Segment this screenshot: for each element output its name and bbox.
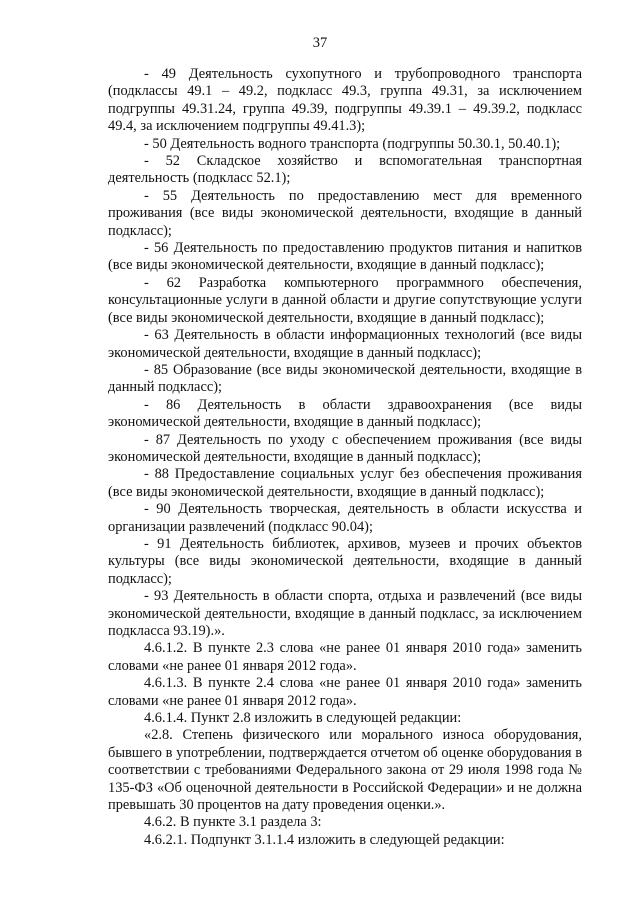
paragraph-4-6-2: 4.6.2. В пункте 3.1 раздела 3:: [144, 814, 322, 831]
paragraph-okved-90: - 90 Деятельность творческая, деятельность в области искусства и организации развлечений (подкласс 90.04);: [108, 501, 582, 535]
paragraph-okved-87: - 87 Деятельность по уходу с обеспечением проживания (все виды экономической деятельности, входящие в данный подкласс);: [108, 431, 582, 465]
paragraph-clause-2-8: «2.8. Степень физического или морального износа оборудования, бывшего в употреблении, подтверждается отчетом об оценке оборудования в соответствии с требованиями Федерального закона от 29 июля 1998 года № 135-ФЗ «Об оценочной деятельности в Российской Федерации» и не должна превышать 30 процентов на дату проведения оценки.».: [108, 727, 582, 814]
paragraph-okved-62: - 62 Разработка компьютерного программного обеспечения, консультационные услуги в данной области и другие сопутствующие услуги (все виды экономической деятельности, входящие в данный подкласс);: [108, 274, 582, 326]
paragraph-okved-93: - 93 Деятельность в области спорта, отдыха и развлечений (все виды экономической деятельности, входящие в данный подкласс, за исключением подкласса 93.19).».: [108, 588, 582, 639]
paragraph-okved-88: - 88 Предоставление социальных услуг без обеспечения проживания (все виды экономической деятельности, входящие в данный подкласс);: [108, 466, 582, 500]
paragraph-4-6-1-2: 4.6.1.2. В пункте 2.3 слова «не ранее 01 января 2010 года» заменить словами «не ранее 01 января 2012 года».: [108, 640, 582, 674]
paragraph-okved-56: - 56 Деятельность по предоставлению продуктов питания и напитков (все виды экономической деятельности, входящие в данный подкласс);: [108, 240, 582, 274]
paragraph-4-6-1-4: 4.6.1.4. Пункт 2.8 изложить в следующей редакции:: [144, 710, 462, 727]
paragraph-okved-85: - 85 Образование (все виды экономической деятельности, входящие в данный подкласс);: [108, 361, 582, 396]
paragraph-okved-52: - 52 Складское хозяйство и вспомогательная транспортная деятельность (подкласс 52.1);: [108, 153, 582, 187]
paragraph-okved-49: - 49 Деятельность сухопутного и трубопроводного транспорта (подклассы 49.1 – 49.2, подкласс 49.3, группа 49.31, за исключением подгруппы 49.31.24, группа 49.39, подгруппы 49.39.1 – 49.39.2, подкласс 49.4, за исключением подгруппы 49.41.3);: [108, 66, 582, 135]
paragraph-4-6-1-3: 4.6.1.3. В пункте 2.4 слова «не ранее 01 января 2010 года» заменить словами «не ранее 01 января 2012 года».: [108, 675, 582, 709]
paragraph-okved-91: - 91 Деятельность библиотек, архивов, музеев и прочих объектов культуры (все виды экономической деятельности, входящие в данный подкласс);: [108, 535, 582, 587]
paragraph-okved-63: - 63 Деятельность в области информационных технологий (все виды экономической деятельности, входящие в данный подкласс);: [108, 327, 582, 361]
paragraph-okved-50: - 50 Деятельность водного транспорта (подгруппы 50.30.1, 50.40.1);: [144, 135, 561, 152]
paragraph-4-6-2-1: 4.6.2.1. Подпункт 3.1.1.4 изложить в следующей редакции:: [144, 831, 505, 848]
document-body: [108, 66, 582, 849]
paragraph-okved-86: - 86 Деятельность в области здравоохранения (все виды экономической деятельности, входящие в данный подкласс);: [108, 396, 582, 431]
paragraph-okved-55: - 55 Деятельность по предоставлению мест для временного проживания (все виды экономической деятельности, входящие в данный подкласс);: [108, 187, 582, 239]
page-number: 37: [312, 35, 328, 51]
